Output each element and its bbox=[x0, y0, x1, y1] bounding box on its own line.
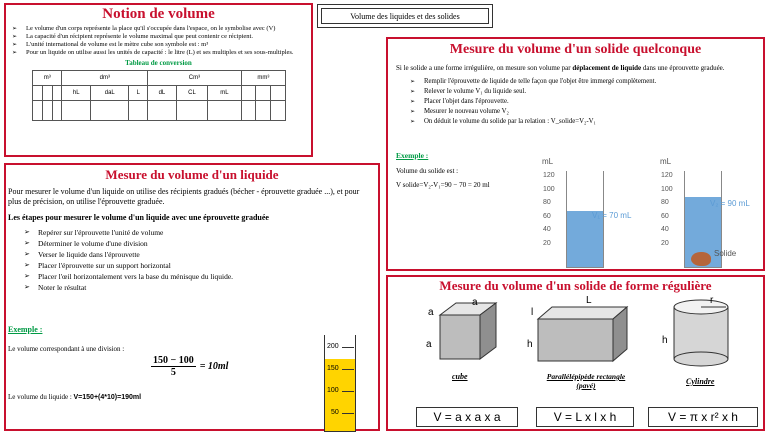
cyl-label-h: h bbox=[662, 335, 668, 346]
notion-bullet: ➢ Le volume d'un corps représente la place qu'il s'occupée dans l'espace, on le symbolise avec (V) bbox=[12, 25, 305, 33]
liquide-panel bbox=[4, 163, 380, 431]
cyl-tick bbox=[342, 391, 354, 392]
cyl-tick bbox=[342, 413, 354, 414]
pave-label: L bbox=[586, 295, 592, 306]
table-row bbox=[33, 71, 286, 86]
fraction-result: = 10ml bbox=[199, 361, 229, 372]
step-item: ➢ Placer l'éprouvette sur un support horizontal bbox=[24, 260, 378, 271]
tick-label: 80 bbox=[661, 199, 669, 206]
header-label: Volume des liquides et des solides bbox=[321, 8, 489, 24]
tick-label: 40 bbox=[661, 226, 669, 233]
solide-reguliere-panel bbox=[386, 275, 765, 431]
table-cell bbox=[271, 86, 286, 101]
table-cell: L bbox=[129, 86, 148, 101]
header-box bbox=[317, 4, 493, 28]
step-item: ➢ Verser le liquide dans l'éprouvette bbox=[24, 249, 378, 260]
pave-figure bbox=[528, 297, 638, 367]
cyl1-unit: mL bbox=[542, 157, 554, 166]
solide-r-title: Mesure du volume d'un solide de forme régulière bbox=[439, 278, 712, 293]
table-cell: mL bbox=[208, 86, 241, 101]
step-item: ➢ Relever le volume V₁ du liquide seul. bbox=[410, 87, 743, 97]
fraction-denominator: 5 bbox=[170, 367, 176, 378]
tick-label: 80 bbox=[543, 199, 551, 206]
table-cell bbox=[91, 101, 129, 121]
notion-bullet: ➢ Pour un liquide on utilise aussi les unités de capacité : le litre (L) et ses multiples et ses sous-multiples. bbox=[12, 49, 305, 57]
table-cell bbox=[52, 86, 62, 101]
notion-bullet: ➢ La capacité d'un récipient représente le volume maximal que peut contenir ce récipient. bbox=[12, 33, 305, 41]
cyl-tick bbox=[342, 369, 354, 370]
step-item: ➢ Placer l'objet dans l'éprouvette. bbox=[410, 97, 743, 107]
tick-label: 100 bbox=[661, 185, 673, 193]
table-cell bbox=[42, 101, 52, 121]
table-cell: CL bbox=[176, 86, 207, 101]
tick-label: 120 bbox=[543, 172, 555, 179]
cube-label: a bbox=[472, 297, 478, 308]
fraction-numerator: 150 − 100 bbox=[153, 355, 194, 366]
intro-bold: déplacement de liquide bbox=[572, 64, 642, 72]
cube-caption: cube bbox=[452, 372, 468, 381]
tick-label: 60 bbox=[661, 212, 669, 220]
v2-label: V₂ = 90 mL bbox=[710, 199, 750, 208]
cyl1-ticks bbox=[543, 169, 555, 250]
table-cell bbox=[148, 101, 177, 121]
tick-label: 20 bbox=[661, 239, 669, 247]
cyl-tick-label: 100 bbox=[327, 387, 339, 394]
formula-cube: V = a x a x a bbox=[416, 407, 518, 427]
result-value: V=150+(4*10)=190ml bbox=[73, 394, 142, 401]
table-cell bbox=[241, 86, 256, 101]
solide-q-example-text: Volume du solide est : bbox=[396, 167, 459, 175]
solid-object bbox=[691, 252, 711, 266]
formula-pave: V = L x l x h bbox=[536, 407, 634, 427]
tick-label: 20 bbox=[543, 239, 551, 247]
v1-label: V₁ = 70 mL bbox=[592, 211, 632, 220]
solide-q-example-calc: V solide=V₂-V₁=90 − 70 = 20 ml bbox=[396, 181, 490, 189]
table-title: Tableau de conversion bbox=[125, 59, 192, 67]
liquide-result bbox=[8, 393, 141, 401]
cyl-tick-label: 150 bbox=[327, 365, 339, 372]
table-cell bbox=[208, 101, 241, 121]
tick-label: 100 bbox=[543, 185, 555, 193]
table-cell: m³ bbox=[33, 71, 62, 86]
solide-q-steps bbox=[410, 77, 743, 127]
liquide-steps bbox=[24, 227, 378, 293]
liquide-title: Mesure du volume d'un liquide bbox=[105, 167, 279, 182]
tick-label: 40 bbox=[543, 226, 551, 233]
tick-label: 60 bbox=[543, 212, 551, 220]
formula-cylinder: V = π x r² x h bbox=[648, 407, 758, 427]
cyl-label-r: r bbox=[710, 295, 714, 306]
notion-bullets bbox=[12, 25, 305, 57]
table-cell bbox=[33, 101, 43, 121]
cyl-tick bbox=[342, 347, 354, 348]
cube-label: a bbox=[428, 307, 434, 318]
table-cell: mm³ bbox=[241, 71, 285, 86]
step-item: ➢ Repérer sur l'éprouvette l'unité de volume bbox=[24, 227, 378, 238]
pave-label: l bbox=[531, 307, 534, 318]
step-item: ➢ Mesurer le nouveau volume V₂ bbox=[410, 107, 743, 117]
table-cell bbox=[271, 101, 286, 121]
pave-label: h bbox=[527, 339, 533, 350]
intro-part: Si le solide a une forme irrégulière, on mesure son volume par bbox=[396, 64, 573, 72]
table-cell: dL bbox=[148, 86, 177, 101]
liquide-intro: Pour mesurer le volume d'un liquide on utilise des récipients gradués (bécher - éprouvette graduée ...), et pour plus de précision, on utilise l'éprouvette graduée. bbox=[8, 187, 360, 206]
table-row bbox=[33, 101, 286, 121]
table-cell bbox=[33, 86, 43, 101]
table-cell bbox=[52, 101, 62, 121]
table-cell: hL bbox=[62, 86, 91, 101]
notion-panel bbox=[4, 3, 313, 157]
cyl2-ticks bbox=[661, 169, 673, 250]
table-row bbox=[33, 86, 286, 101]
cyl-tick-label: 200 bbox=[327, 343, 339, 350]
cyl-tick-label: 50 bbox=[331, 409, 339, 416]
table-cell bbox=[241, 101, 256, 121]
table-cell bbox=[62, 101, 91, 121]
pave-caption: Parallélépipède rectangle (pavé) bbox=[546, 372, 626, 390]
cube-label: a bbox=[426, 339, 432, 350]
step-item: ➢ Placer l'œil horizontalement vers la base du ménisque du liquide. bbox=[24, 271, 378, 282]
liquide-example-label: Exemple : bbox=[8, 325, 43, 334]
notion-bullet: ➢ L'unité international de volume est le mètre cube son symbole est : m³ bbox=[12, 41, 305, 49]
cyl2-unit: mL bbox=[660, 157, 672, 166]
result-prefix: Le volume du liquide : bbox=[8, 393, 74, 401]
division-fraction bbox=[151, 355, 228, 378]
step-item: ➢ Remplir l'éprouvette de liquide de telle façon que l'objet être immergé complètement. bbox=[410, 77, 743, 87]
step-item: ➢ Noter le résultat bbox=[24, 282, 378, 293]
division-text: Le volume correspondant à une division : bbox=[8, 345, 125, 353]
tick-label: 120 bbox=[661, 172, 673, 179]
cylinder-figure bbox=[664, 297, 744, 369]
conversion-table bbox=[32, 70, 286, 121]
table-cell bbox=[129, 101, 148, 121]
liquide-steps-title: Les étapes pour mesurer le volume d'un liquide avec une éprouvette graduée bbox=[8, 213, 269, 222]
solid-label: Solide bbox=[714, 249, 737, 258]
notion-title: Notion de volume bbox=[102, 6, 215, 22]
table-cell bbox=[42, 86, 52, 101]
table-cell bbox=[256, 86, 271, 101]
table-cell: Cm³ bbox=[148, 71, 242, 86]
solide-q-intro bbox=[396, 64, 753, 73]
cube-figure bbox=[428, 297, 508, 367]
fraction-block bbox=[151, 355, 196, 378]
table-cell bbox=[176, 101, 207, 121]
table-cell bbox=[256, 101, 271, 121]
solide-q-example-label: Exemple : bbox=[396, 151, 429, 160]
table-cell: dm³ bbox=[62, 71, 148, 86]
step-item: ➢ On déduit le volume du solide par la relation : V_solide=V₂-V₁ bbox=[410, 117, 743, 127]
solide-quelconque-panel bbox=[386, 37, 765, 271]
solide-q-title: Mesure du volume d'un solide quelconque bbox=[449, 42, 702, 57]
intro-part: dans une éprouvette graduée. bbox=[641, 64, 725, 72]
table-cell: daL bbox=[91, 86, 129, 101]
cyl-caption: Cylindre bbox=[686, 377, 715, 386]
step-item: ➢ Déterminer le volume d'une division bbox=[24, 238, 378, 249]
